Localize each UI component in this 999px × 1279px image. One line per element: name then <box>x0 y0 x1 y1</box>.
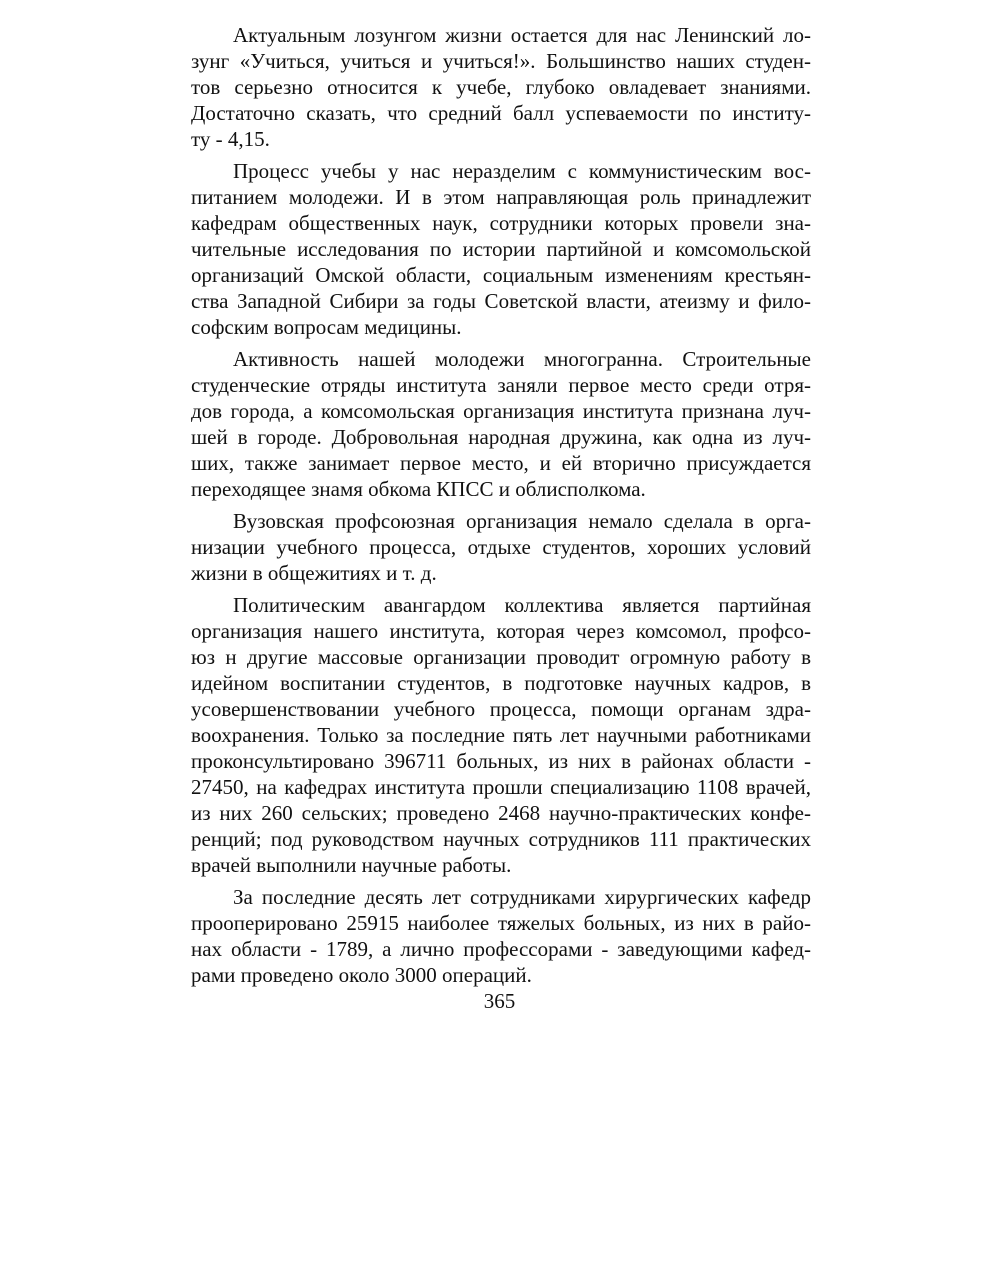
text-line: ства Западной Сибири за годы Советской власти, атеизму и фило- <box>191 289 811 313</box>
text-line: из них 260 сельских; проведено 2468 научно-практических конфе- <box>191 801 811 825</box>
text-line: зунг «Учиться, учиться и учиться!». Большинство наших студен- <box>191 49 811 73</box>
text-line: ших, также занимает первое место, и ей вторично присуждается <box>191 451 811 475</box>
text-line: прооперировано 25915 наиболее тяжелых больных, из них в райо- <box>191 911 811 935</box>
paragraph-2 <box>191 158 811 340</box>
text-line: Политическим авангардом коллектива является партийная <box>233 593 811 617</box>
text-line: ту - 4,15. <box>191 127 270 151</box>
text-line: рами проведено около 3000 операций. <box>191 963 532 987</box>
text-line: нах области - 1789, а лично профессорами - заведующими кафед- <box>191 937 811 961</box>
text-line: жизни в общежитиях и т. д. <box>191 561 437 585</box>
text-line: организация нашего института, которая через комсомол, профсо- <box>191 619 811 643</box>
text-line: 27450, на кафедрах института прошли специализацию 1108 врачей, <box>191 775 811 799</box>
text-line: проконсультировано 396711 больных, из них в районах области - <box>191 749 811 773</box>
text-line: переходящее знамя обкома КПСС и облисполкома. <box>191 477 646 501</box>
text-line: усовершенствовании учебного процесса, помощи органам здра- <box>191 697 811 721</box>
text-line: питанием молодежи. И в этом направляющая роль принадлежит <box>191 185 811 209</box>
page-number: 365 <box>483 989 516 1013</box>
text-line: тов серьезно относится к учебе, глубоко овладевает знаниями. <box>191 75 811 99</box>
text-line: воохранения. Только за последние пять лет научными работниками <box>191 723 811 747</box>
text-line: Достаточно сказать, что средний балл успеваемости по институ- <box>191 101 811 125</box>
text-line: Актуальным лозунгом жизни остается для нас Ленинский ло- <box>233 23 811 47</box>
paragraph-4 <box>191 508 811 586</box>
text-line: Процесс учебы у нас неразделим с коммунистическим вос- <box>233 159 811 183</box>
text-line: идейном воспитании студентов, в подготовке научных кадров, в <box>191 671 811 695</box>
paragraph-3 <box>191 346 811 502</box>
text-line: шей в городе. Добровольная народная дружина, как одна из луч- <box>191 425 811 449</box>
text-line: Вузовская профсоюзная организация немало сделала в орга- <box>233 509 811 533</box>
paragraph-6 <box>191 884 811 988</box>
text-line: За последние десять лет сотрудниками хирургических кафедр <box>233 885 811 909</box>
text-line: организаций Омской области, социальным изменениям крестьян- <box>191 263 811 287</box>
text-line: чительные исследования по истории партийной и комсомольской <box>191 237 811 261</box>
document-body <box>191 22 811 994</box>
text-line: Активность нашей молодежи многогранна. Строительные <box>233 347 811 371</box>
paragraph-5 <box>191 592 811 878</box>
text-line: студенческие отряды института заняли первое место среди отря- <box>191 373 811 397</box>
text-line: врачей выполнили научные работы. <box>191 853 512 877</box>
text-line: ренций; под руководством научных сотрудников 111 практических <box>191 827 811 851</box>
text-line: софским вопросам медицины. <box>191 315 462 339</box>
text-line: низации учебного процесса, отдыхе студентов, хороших условий <box>191 535 811 559</box>
text-line: юз н другие массовые организации проводит огромную работу в <box>191 645 811 669</box>
paragraph-1 <box>191 22 811 152</box>
text-line: дов города, а комсомольская организация института признана луч- <box>191 399 811 423</box>
text-line: кафедрам общественных наук, сотрудники которых провели зна- <box>191 211 811 235</box>
